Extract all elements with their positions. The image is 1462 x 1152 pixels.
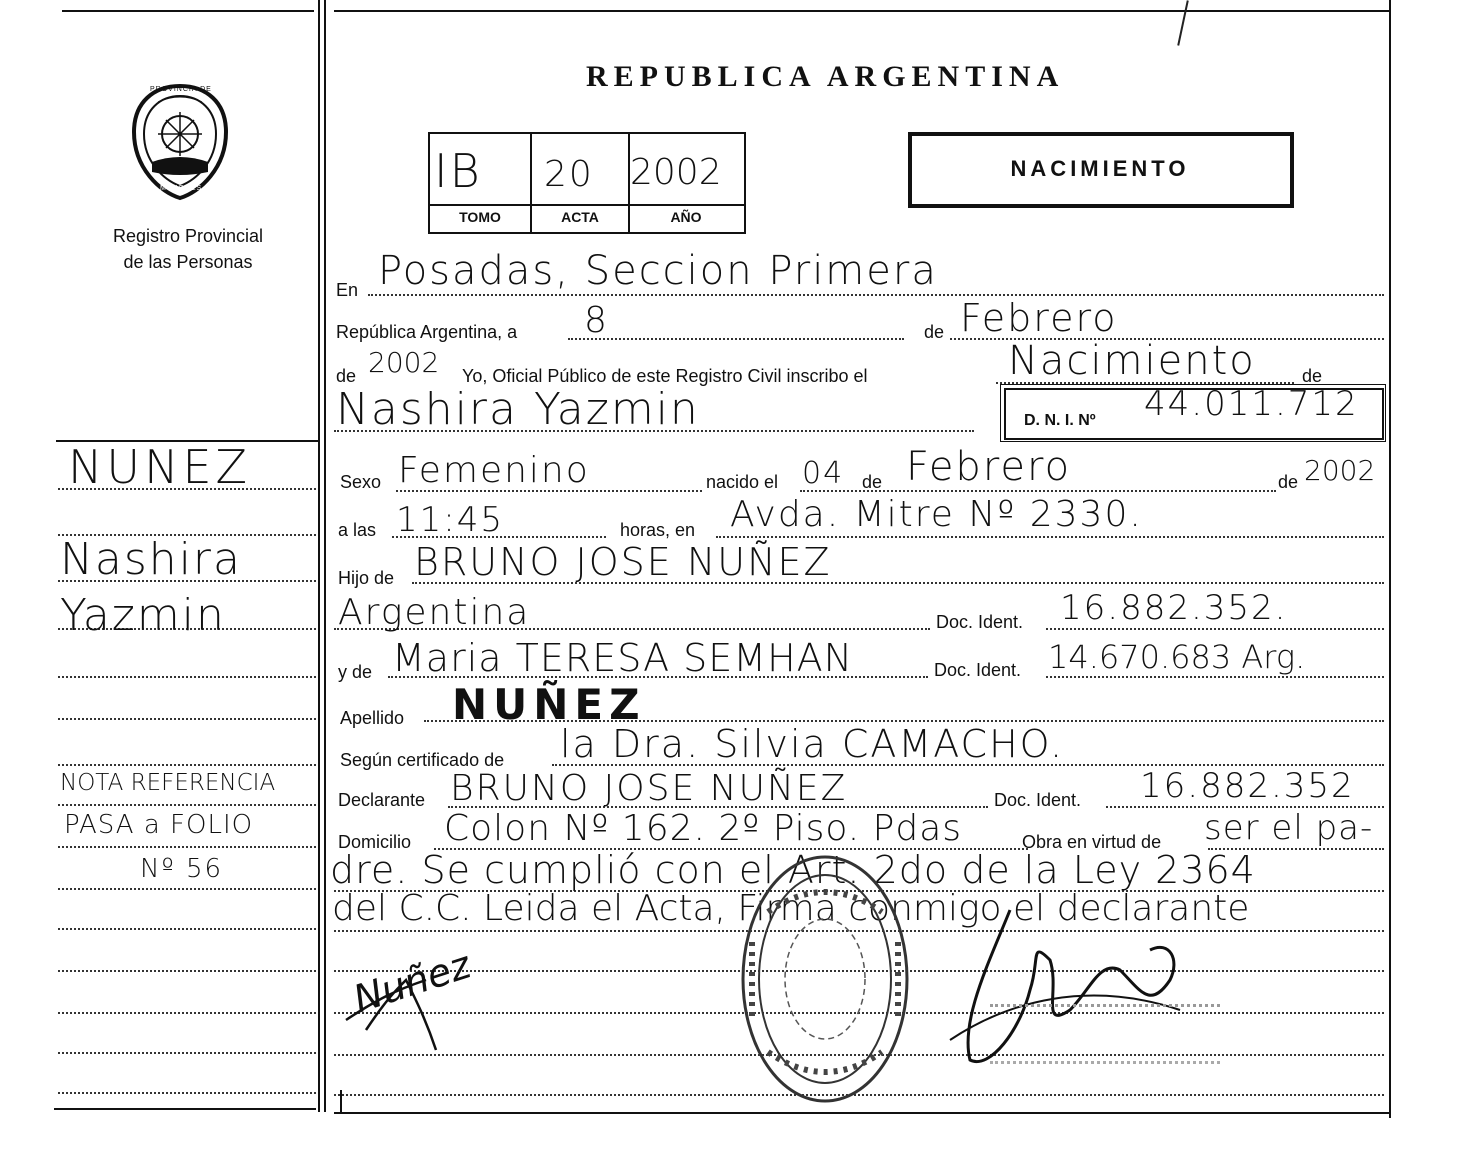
right-border <box>1389 0 1391 1118</box>
value-birth-month: Febrero <box>906 444 1072 490</box>
margin-line <box>58 846 316 848</box>
margin-line <box>58 928 316 930</box>
label-de5: de <box>1278 472 1299 492</box>
label-hijo: Hijo de <box>338 568 395 588</box>
label-en: En <box>336 280 359 300</box>
declarant-signature: Nuñez <box>348 942 476 1022</box>
label-segun: Según certificado de <box>340 750 505 770</box>
value-obra: ser el pa- <box>1204 808 1374 848</box>
label-apellido: Apellido <box>340 708 405 728</box>
officer-stamp-text-faint <box>990 1004 1220 1064</box>
value-time: 11:45 <box>396 500 504 540</box>
act-type-label: NACIMIENTO <box>1010 156 1190 181</box>
margin-line <box>58 718 316 720</box>
margin-name2: Yazmin <box>60 590 226 641</box>
value-event: Nacimiento <box>1008 338 1256 384</box>
value-sexo: Femenino <box>398 450 590 491</box>
margin-line <box>58 970 316 972</box>
margin-note-line3: Nº 56 <box>140 854 224 884</box>
margin-line <box>58 888 316 890</box>
registry-title-line2: de las Personas <box>123 252 253 272</box>
country-heading: REPUBLICA ARGENTINA <box>586 60 1065 93</box>
value-child-name: Nashira Yazmin <box>336 384 700 435</box>
label-de4: de <box>862 472 883 492</box>
label-alas: a las <box>338 520 377 540</box>
value-father-doc: 16.882.352. <box>1060 588 1288 628</box>
ano-label: AÑO <box>670 209 702 225</box>
margin-line <box>58 1052 316 1054</box>
margin-note-line1: NOTA REFERENCIA <box>60 770 276 796</box>
margin-note-line2: PASA a FOLIO <box>64 810 254 840</box>
label-obra: Obra en virtud de <box>1022 832 1162 852</box>
value-father-nat: Argentina <box>338 592 531 633</box>
acta-label: ACTA <box>561 209 599 225</box>
value-place: Posadas, Seccion Primera <box>378 248 938 294</box>
value-father: BRUNO JOSE NUÑEZ <box>414 540 832 584</box>
seal-top-text: PROVINCIA DE <box>150 86 212 93</box>
value-birth-place: Avda. Mitre Nº 2330. <box>730 494 1143 535</box>
value-birth-year: 2002 <box>1304 454 1376 487</box>
top-rule-left <box>62 10 314 12</box>
column-divider-inner <box>324 0 326 1112</box>
label-doc2: Doc. Ident. <box>934 660 1022 680</box>
declarant-signature-flourish-icon <box>336 960 476 1060</box>
label-domicilio: Domicilio <box>338 832 412 852</box>
bottom-pen-mark <box>340 1090 342 1114</box>
line-day <box>568 338 904 340</box>
value-surname: NUÑEZ <box>452 680 646 729</box>
value-dni: 44.011.712 <box>1144 384 1359 424</box>
value-mother-doc: 14.670.683 Arg. <box>1048 638 1306 676</box>
value-mother: Maria TERESA SEMHAN <box>392 636 854 680</box>
value-year: 2002 <box>368 346 440 379</box>
line-mother-doc <box>1046 676 1384 678</box>
value-day: 8 <box>584 300 609 341</box>
value-declarant-doc: 16.882.352 <box>1140 766 1355 806</box>
bottom-rule-right <box>334 1112 1390 1114</box>
margin-line <box>58 1092 316 1094</box>
label-de3: de <box>1302 366 1323 386</box>
registry-title-line1: Registro Provincial <box>112 226 264 246</box>
acta-value: 20 <box>544 154 594 195</box>
label-declarante: Declarante <box>338 790 426 810</box>
label-republica: República Argentina, a <box>336 322 518 342</box>
provincial-seal-icon <box>128 82 232 202</box>
label-yde: y de <box>338 662 373 682</box>
value-month: Febrero <box>960 296 1118 340</box>
label-dni: D. N. I. Nº <box>1024 412 1096 429</box>
top-rule-right <box>334 10 1390 12</box>
label-officer-text: Yo, Oficial Público de este Registro Civil inscribo el <box>462 366 868 386</box>
margin-line <box>58 676 316 678</box>
label-horas: horas, en <box>620 520 696 540</box>
line-birth-place <box>716 536 1384 538</box>
stray-pen-mark <box>1177 0 1189 45</box>
line-father-doc <box>1046 628 1384 630</box>
seal-bottom-text: MISIONES <box>160 185 203 192</box>
label-de: de <box>924 322 945 342</box>
label-sexo: Sexo <box>340 472 382 492</box>
registry-box-hrule <box>428 204 744 206</box>
tomo-value: IB <box>434 144 482 198</box>
margin-line <box>58 804 316 806</box>
margin-line <box>58 764 316 766</box>
column-divider-outer <box>318 0 320 1112</box>
value-cont-line2: del C.C. Leida el Acta, Firma conmigo el declarante <box>332 888 1250 929</box>
line-place <box>368 294 1384 296</box>
label-nacido: nacido el <box>706 472 779 492</box>
bottom-rule-left <box>54 1108 316 1110</box>
margin-line <box>58 1012 316 1014</box>
margin-surname: NUNEZ <box>68 440 252 494</box>
ano-value: 2002 <box>630 152 722 193</box>
label-de2: de <box>336 366 357 386</box>
margin-name1: Nashira <box>60 534 242 585</box>
value-birth-day: 04 <box>802 456 845 491</box>
tomo-label: TOMO <box>459 209 501 225</box>
label-doc: Doc. Ident. <box>936 612 1024 632</box>
value-declarant: BRUNO JOSE NUÑEZ <box>450 768 848 809</box>
official-stamp-icon <box>738 852 912 1106</box>
value-certifier: la Dra. Silvia CAMACHO. <box>560 722 1065 766</box>
value-address: Colon Nº 162. 2º Piso. Pdas <box>444 808 963 849</box>
value-cont-line1: dre. Se cumplió con el Art. 2do de la Ley 2364 <box>330 848 1256 892</box>
label-doc3: Doc. Ident. <box>994 790 1082 810</box>
